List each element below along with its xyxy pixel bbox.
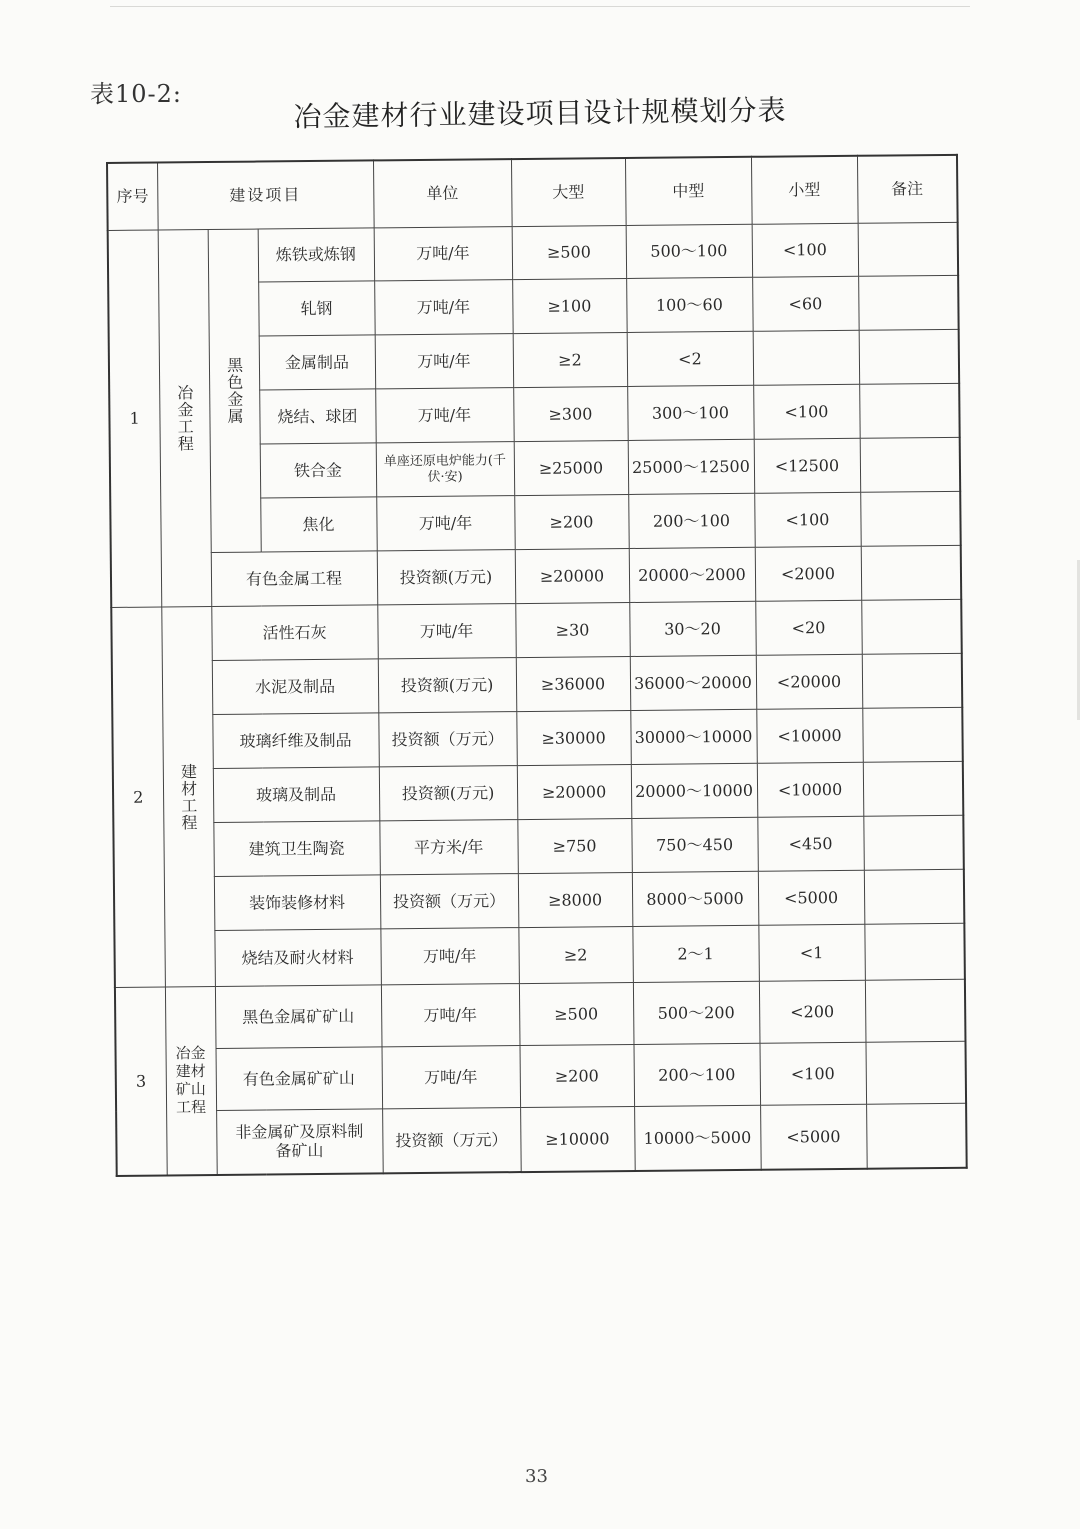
table-row	[115, 979, 966, 1049]
row-large: ≥10000	[520, 1106, 635, 1171]
table-row	[111, 599, 961, 661]
header-note: 备注	[857, 155, 958, 223]
header-large: 大型	[511, 158, 626, 227]
subgroup-name: 黑色金属	[208, 229, 261, 552]
row-large: ≥36000	[516, 656, 631, 711]
row-unit: 投资额(万元)	[377, 550, 516, 605]
row-large: ≥25000	[514, 441, 629, 496]
group-seq: 3	[115, 987, 167, 1175]
row-small	[753, 330, 860, 385]
row-item: 焦化	[260, 497, 377, 552]
row-item: 玻璃纤维及制品	[212, 713, 379, 769]
row-large: ≥30	[515, 602, 630, 657]
table-row	[113, 761, 963, 823]
row-item: 水泥及制品	[212, 659, 379, 715]
row-medium: 200～100	[633, 1043, 760, 1106]
row-small: <200	[759, 980, 866, 1043]
row-unit: 投资额（万元）	[378, 712, 517, 767]
row-item: 装饰装修材料	[214, 875, 381, 931]
design-scale-table	[106, 154, 968, 1177]
row-item: 有色金属工程	[211, 551, 378, 607]
row-medium: 300～100	[627, 385, 754, 440]
row-large: ≥30000	[516, 710, 631, 765]
row-item: 活性石灰	[211, 605, 378, 661]
row-medium: 500～200	[633, 981, 760, 1044]
row-large: ≥100	[512, 279, 627, 334]
row-item: 非金属矿及原料制备矿山	[216, 1109, 383, 1175]
row-large: ≥200	[520, 1044, 635, 1107]
row-small: <60	[752, 276, 859, 331]
row-large: ≥20000	[515, 549, 630, 604]
row-unit: 投资额(万元)	[378, 658, 517, 713]
row-small: <10000	[756, 708, 863, 763]
table-row	[114, 869, 964, 931]
row-unit: 万吨/年	[374, 227, 513, 281]
row-small: <100	[752, 223, 859, 277]
header-medium: 中型	[625, 157, 752, 226]
row-note	[860, 491, 961, 546]
table-label: 表10-2:	[90, 80, 183, 108]
row-item: 黑色金属矿矿山	[215, 985, 382, 1049]
table-row	[114, 923, 964, 987]
row-unit: 投资额（万元）	[382, 1108, 521, 1173]
row-large: ≥750	[517, 818, 632, 873]
row-small: <20	[755, 600, 862, 655]
row-note	[862, 707, 963, 762]
row-note	[866, 1103, 967, 1168]
row-unit: 单座还原电炉能力(千伏·安)	[376, 442, 515, 497]
row-medium: 750～450	[631, 817, 758, 872]
row-small: <100	[753, 384, 860, 439]
row-large: ≥20000	[517, 764, 632, 819]
row-medium: 10000～5000	[634, 1105, 761, 1170]
row-small: <10000	[757, 762, 864, 817]
page-title: 冶金建材行业建设项目设计规模划分表	[293, 93, 787, 134]
header-row	[107, 155, 958, 231]
row-medium: 25000～12500	[628, 439, 755, 494]
row-unit: 投资额（万元）	[380, 874, 519, 929]
row-note	[859, 329, 960, 384]
row-small: <450	[757, 816, 864, 871]
row-note	[863, 815, 964, 870]
row-small: <100	[754, 492, 861, 547]
row-note	[864, 869, 965, 924]
row-item: 轧钢	[258, 281, 375, 336]
row-item: 炼铁或炼钢	[258, 228, 375, 282]
table-row	[108, 222, 958, 283]
row-large: ≥2	[518, 926, 633, 983]
row-medium: <2	[627, 331, 754, 386]
table-container	[106, 154, 968, 1177]
group-seq: 1	[108, 230, 162, 607]
row-large: ≥200	[514, 495, 629, 550]
group-name: 冶金建材矿山工程	[165, 986, 217, 1174]
row-note	[865, 979, 966, 1042]
row-small: <2000	[755, 546, 862, 601]
group-name: 冶金工程	[158, 230, 212, 607]
row-item: 铁合金	[260, 443, 377, 498]
row-large: ≥300	[513, 387, 628, 442]
header-small: 小型	[751, 156, 858, 225]
row-small: <12500	[754, 438, 861, 493]
row-note	[858, 275, 959, 330]
table-row	[111, 545, 961, 607]
row-medium: 30～20	[629, 601, 756, 656]
row-medium: 8000～5000	[632, 871, 759, 926]
row-note	[863, 761, 964, 816]
group-name: 建材工程	[161, 607, 215, 987]
row-large: ≥2	[513, 333, 628, 388]
row-medium: 20000～10000	[631, 763, 758, 818]
group-seq: 2	[111, 607, 165, 987]
row-small: <20000	[756, 654, 863, 709]
row-unit: 投资额(万元)	[379, 766, 518, 821]
row-item: 烧结及耐火材料	[214, 929, 381, 987]
row-note	[859, 383, 960, 438]
row-medium: 2～1	[632, 925, 759, 982]
row-item: 烧结、球团	[259, 389, 376, 444]
row-item: 建筑卫生陶瓷	[213, 821, 380, 877]
row-small: <5000	[758, 870, 865, 925]
row-large: ≥500	[512, 226, 627, 280]
row-item: 有色金属矿矿山	[216, 1047, 383, 1111]
row-large: ≥500	[519, 982, 634, 1045]
row-unit: 万吨/年	[381, 984, 520, 1047]
row-medium: 36000～20000	[630, 655, 757, 710]
row-unit: 万吨/年	[380, 928, 519, 985]
row-medium: 20000～2000	[629, 547, 756, 602]
row-medium: 100～60	[626, 277, 753, 332]
top-scan-rule	[110, 6, 970, 7]
row-note	[861, 599, 962, 654]
row-unit: 万吨/年	[376, 496, 515, 551]
header-project: 建设项目	[157, 160, 374, 230]
row-small: <1	[758, 924, 865, 981]
row-unit: 万吨/年	[382, 1046, 521, 1109]
table-row	[116, 1041, 967, 1111]
row-medium: 500～100	[626, 224, 753, 278]
row-note	[858, 222, 959, 276]
row-small: <100	[759, 1042, 866, 1105]
table-row	[112, 653, 962, 715]
row-item: 玻璃及制品	[213, 767, 380, 823]
row-unit: 平方米/年	[379, 820, 518, 875]
row-item: 金属制品	[259, 335, 376, 390]
row-unit: 万吨/年	[377, 604, 516, 659]
row-note	[862, 653, 963, 708]
row-unit: 万吨/年	[375, 388, 514, 443]
row-note	[860, 437, 961, 492]
row-unit: 万吨/年	[374, 280, 513, 335]
page-number: 33	[525, 1466, 548, 1487]
table-row	[112, 707, 962, 769]
row-medium: 30000～10000	[630, 709, 757, 764]
row-note	[861, 545, 962, 600]
table-row	[116, 1103, 967, 1175]
header-seq: 序号	[107, 163, 158, 231]
row-note	[864, 923, 965, 980]
table-row	[113, 815, 963, 877]
header-unit: 单位	[373, 159, 512, 228]
row-small: <5000	[760, 1104, 867, 1169]
row-medium: 200～100	[628, 493, 755, 548]
row-note	[865, 1041, 966, 1104]
row-large: ≥8000	[518, 872, 633, 927]
row-unit: 万吨/年	[375, 334, 514, 389]
